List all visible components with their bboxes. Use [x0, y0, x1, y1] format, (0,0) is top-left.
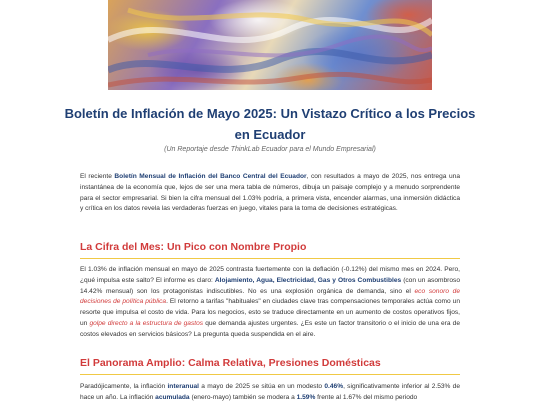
panorama-text: Paradójicamente, la inflación	[80, 383, 168, 390]
cifra-text: El 1.03% de inflación mensual en mayo de 2025 contrasta fuertemente con la deflación (-0.12%) del mismo mes en 2024. Pero, ¿qué impulsa este salto? El informe es claro:	[80, 266, 460, 284]
panorama-bold: 0.46%	[324, 383, 344, 390]
intro-paragraph	[80, 172, 460, 215]
intro-text: El reciente	[80, 173, 115, 180]
cifra-text: (con un asombroso 14.42% mensual) son los protagonistas indiscutibles. No es una explosión orgánica de demanda, sino el	[80, 276, 461, 295]
section-heading-panorama: El Panorama Amplio: Calma Relativa, Presiones Domésticas	[80, 356, 460, 375]
page-title: Boletín de Inflación de Mayo 2025: Un Vistazo Crítico a los Precios en Ecuador	[64, 106, 476, 142]
hero-painting-image	[108, 0, 432, 90]
panorama-text: (enero-mayo) también se modera a	[189, 393, 297, 401]
section-paragraph-panorama	[80, 382, 460, 404]
panorama-text: , significativamente inferior al 2.53% de hace un año. La inflación	[80, 383, 461, 401]
section-heading-cifra: La Cifra del Mes: Un Pico con Nombre Propio	[80, 240, 460, 259]
cifra-italic-highlight: golpe directo a la estructura de gastos	[89, 319, 204, 327]
cifra-italic-highlight: eco sonoro de decisiones de política pública	[80, 287, 461, 306]
painting-strokes	[108, 0, 432, 90]
cifra-text: . El retorno a tarifas "habituales" en ciudades clave tras compensaciones temporales actúa como un resorte que impulsa el costo de vida. Para los negocios, esto se traduce directamente en un aumento de costos operativos fijos, un	[80, 298, 460, 327]
intro-bold-source: Boletín Mensual de Inflación del Banco Central del Ecuador	[114, 173, 307, 180]
panorama-bold: interanual	[167, 383, 199, 390]
page-subtitle: (Un Reportaje desde ThinkLab Ecuador para el Mundo Empresarial)	[164, 146, 376, 153]
panorama-bold: acumulada	[155, 393, 190, 401]
intro-text: , con resultados a mayo de 2025, nos entrega una instantánea de la economía que, lejos de ser una mera tabla de números, dibuja un paisaje complejo y a menudo sorprendente para el sector empresarial. Si bien la cifra mensual del 1.03% podría, a primera vista, encender alarmas, una inmersión didáctica y crítica en los datos revela las verdaderas fuerzas en juego, vitales para la toma de decisiones estratégicas.	[80, 173, 460, 213]
panorama-text: frente al 1.67% del mismo periodo	[315, 393, 418, 401]
cifra-bold-category: Alojamiento, Agua, Electricidad, Gas y Otros Combustibles	[214, 276, 402, 284]
cifra-text: que demanda ajustes urgentes. ¿Es este un factor transitorio o el inicio de una era de costos elevados en servicios básicos? La pregunta queda suspendida en el aire.	[80, 319, 461, 338]
panorama-text: a mayo de 2025 se sitúa en un modesto	[198, 383, 325, 390]
section-paragraph-cifra	[80, 265, 460, 341]
panorama-bold: 1.59%	[296, 393, 316, 401]
